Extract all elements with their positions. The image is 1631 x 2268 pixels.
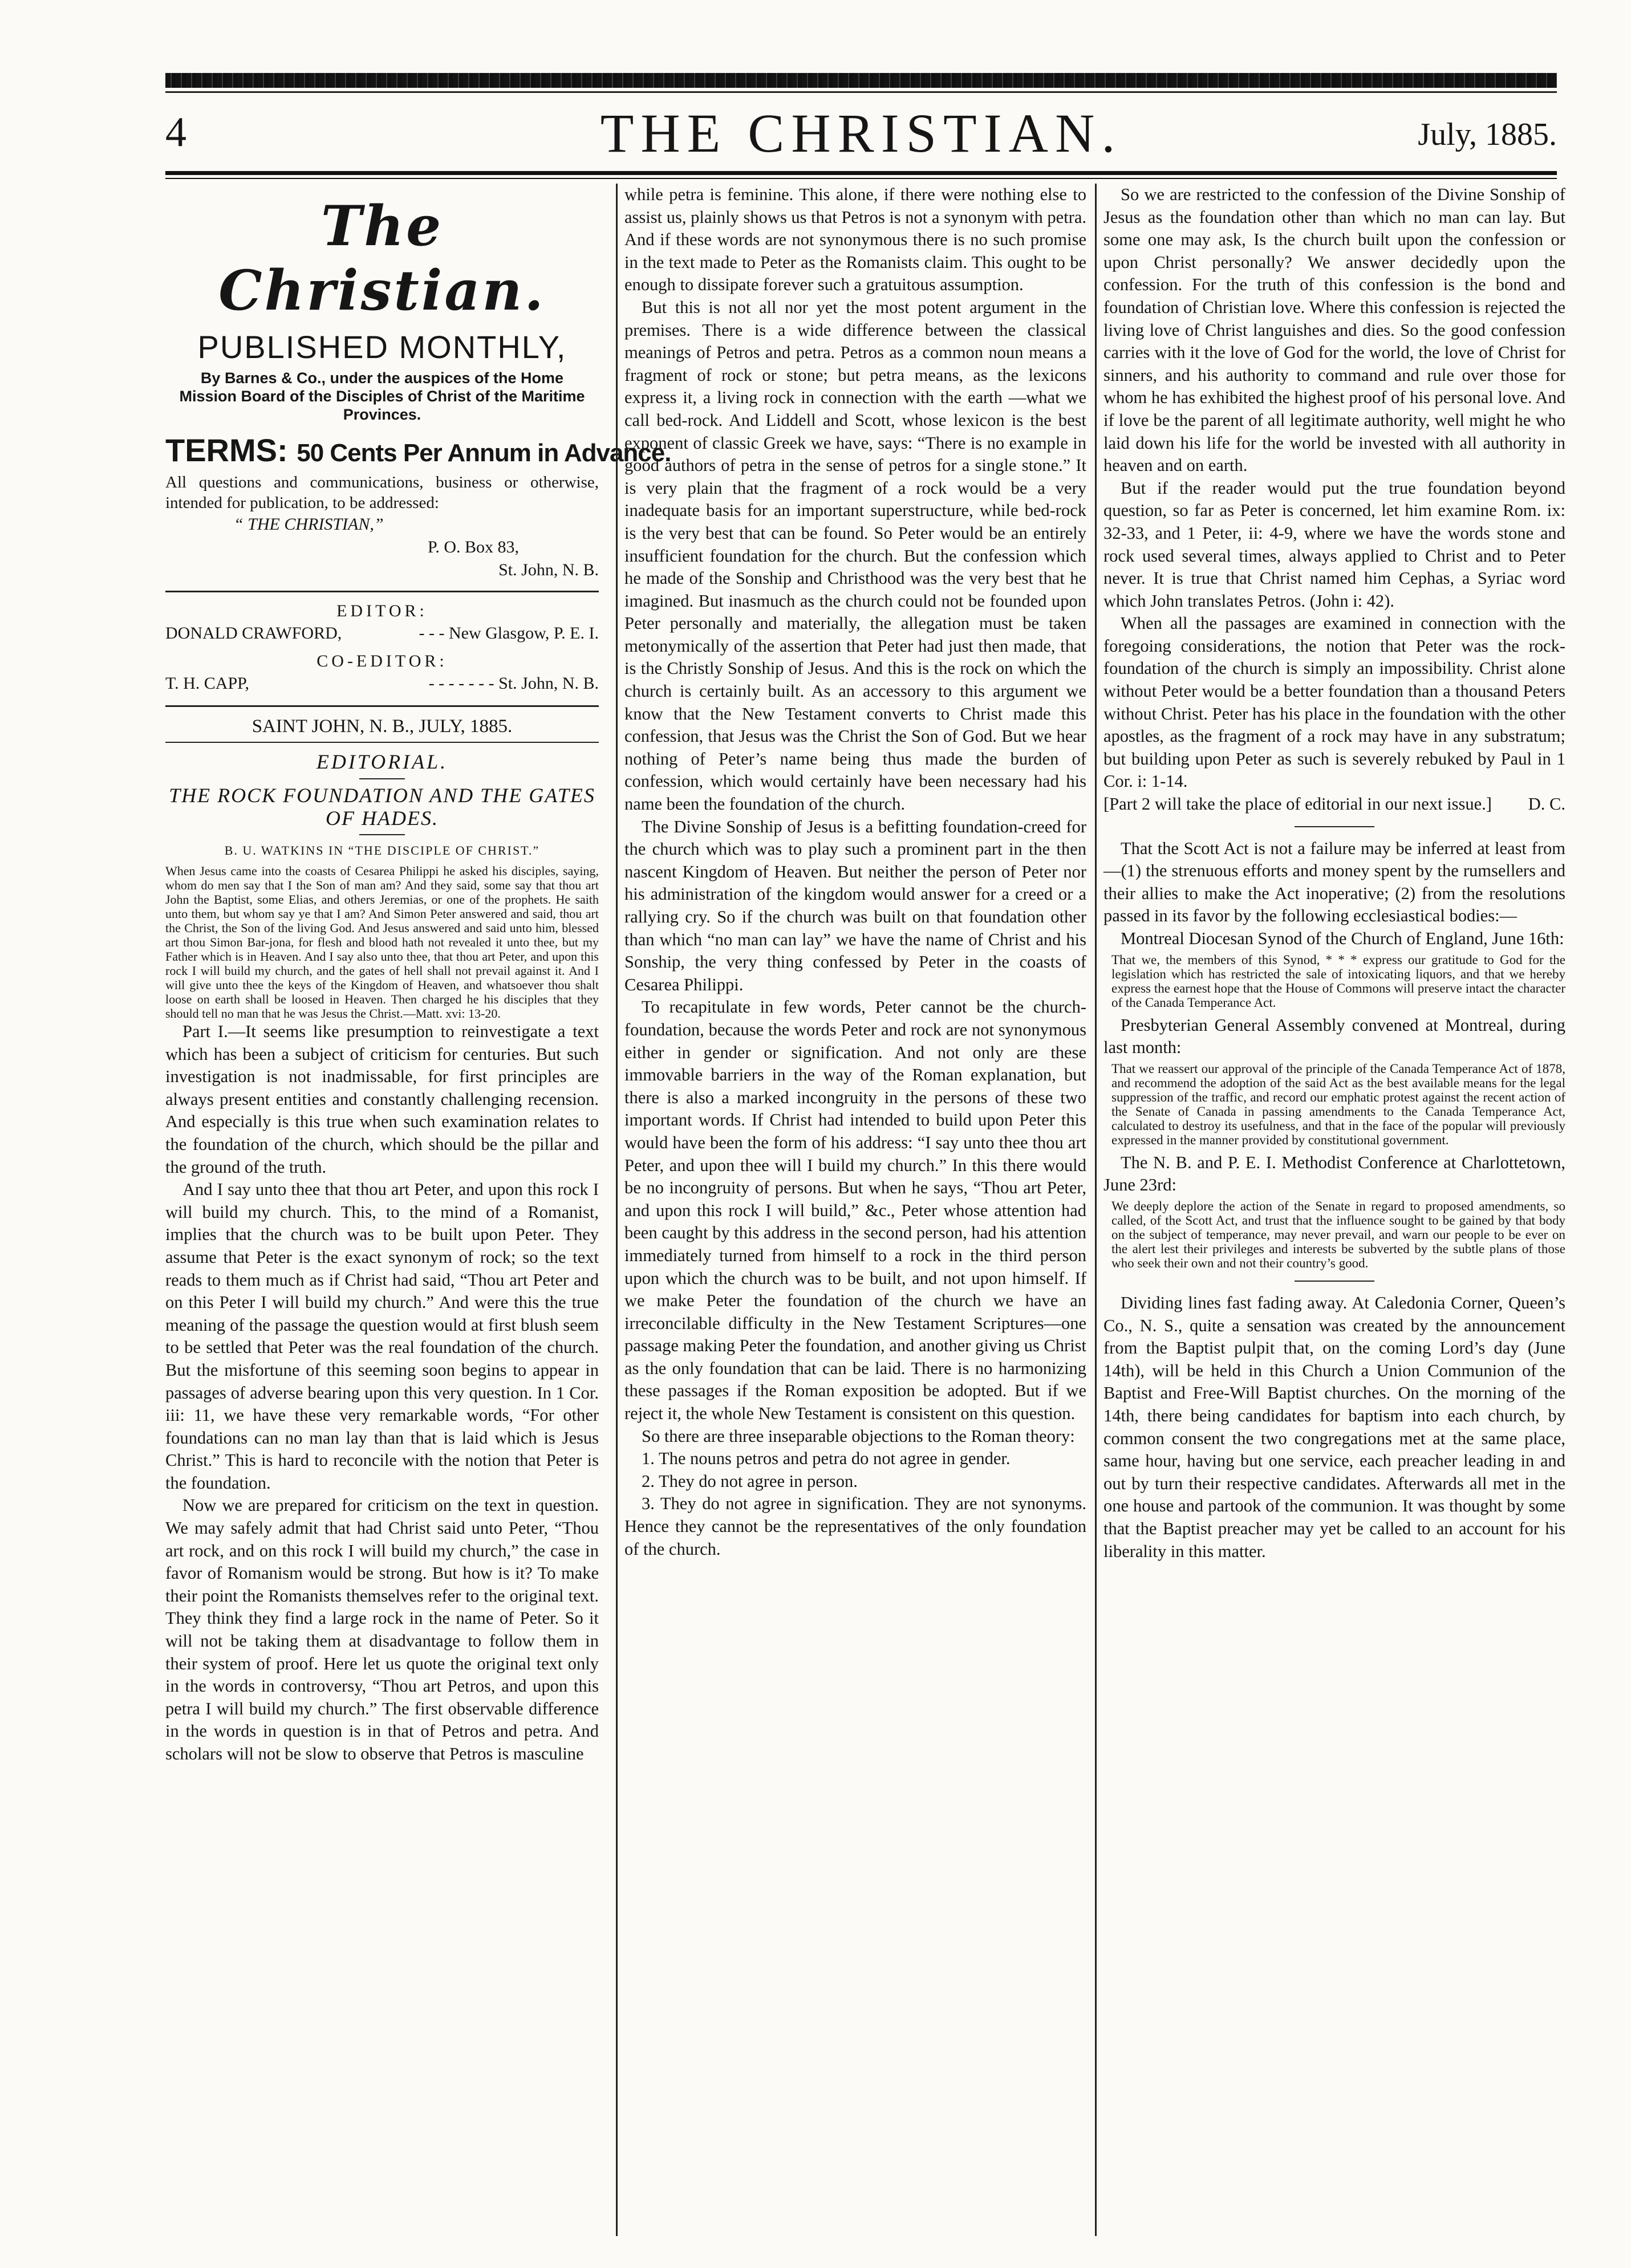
address-intro: All questions and communications, business or otherwise, intended for publication, to be addressed:: [165, 473, 599, 512]
divider: [165, 742, 599, 743]
coeditor-place: - - - - - - - St. John, N. B.: [428, 674, 599, 693]
article-attribution: B. U. WATKINS IN “THE DISCIPLE OF CHRIST.”: [224, 843, 540, 857]
editor-name: DONALD CRAWFORD,: [165, 624, 342, 643]
column-2: [616, 184, 1086, 2236]
divider: [1295, 1281, 1374, 1282]
coeditor-row: [165, 671, 599, 696]
page-header: [165, 97, 1557, 171]
scripture-quote: When Jesus came into the coasts of Cesarea Philippi he asked his disciples, saying, whom do men say that I the Son of man am? And they said, some say that thou art John the Baptist, some Elias, and others Jeremias, or one of the prophets. He saith unto them, but whom say ye that I am? And Simon Peter answered and said, thou art the Christ, the Son of the living God. And Jesus answered and said unto him, blessed art thou Simon Bar-jona, for flesh and blood hath not revealed it unto thee, but my Father which is in Heaven. And I say also unto thee, that thou art Peter, and upon this rock I will build my church, and the gates of hell shall not prevail against it. And I will give unto thee the keys of the Kingdom of Heaven, and whatsoever thou shalt loose on earth shall be loosed in Heaven. Then charged he his disciples that they should tell no man that he was Jesus the Christ.—Matt. xvi: 13-20.: [165, 864, 599, 1021]
article-title: THE ROCK FOUNDATION AND THE GATES OF HADES.: [169, 784, 595, 830]
objection-item: 1. The nouns petros and petra do not agree in gender.: [642, 1449, 1011, 1469]
article-paragraph: When all the passages are examined in connection with the foregoing considerations, the notion that Peter was the rock-foundation of the church is simply an impossibility. Christ alone without Peter would be a better foundation than a thousand Peters without Christ. Peter has his place in the foundation with the other apostles, as the fragment of a rock may have in any substratum; but building upon Peter as such is severely rebuked by Paul in 1 Cor. i: 1-14.: [1103, 613, 1565, 791]
objection-item: 3. They do not agree in signification. They are not synonyms. Hence they cannot be the representatives of the only foundation of the church.: [624, 1494, 1086, 1559]
published-monthly: PUBLISHED MONTHLY,: [197, 329, 567, 365]
editor-note-signature: D. C.: [1528, 794, 1565, 814]
article-paragraph: And I say unto thee that thou art Peter, and upon this rock I will build my church. This, to the mind of a Romanist, implies that the church was to be built upon Peter. They assume that Peter is the exact synonym of rock; so the text reads to them much as if Christ had said, “Thou art Peter and on this Peter I will build my church.” And were this the true meaning of the passage the question would at first blush seem to be settled that Peter was the real foundation of the church. But the misfortune of this seeming soon begins to appear in passages of adverse bearing upon this very question. In 1 Cor. iii: 11, we have these very remarkable words, “For other foundations can no man lay than that is laid which is Jesus Christ.” This is hard to reconcile with the notion that Peter is the foundation.: [165, 1180, 599, 1493]
editor-place: - - - New Glasgow, P. E. I.: [419, 624, 599, 643]
subscription-terms: [165, 432, 671, 469]
resolution-quote: We deeply deplore the action of the Senate in regard to proposed amendments, so called, of the Scott Act, and trust that the influence sought to be gained by that body on the subject of temperance, may never prevail, and warn our people to be ever on the alert lest their privileges and interests be subverted by the subtle plans of those who seek their own and not their country’s good.: [1111, 1198, 1565, 1270]
gothic-nameplate: The Christian.: [218, 194, 546, 323]
article-paragraph: The N. B. and P. E. I. Methodist Conference at Charlottetown, June 23rd:: [1103, 1152, 1565, 1195]
terms-label: TERMS:: [165, 432, 288, 468]
editor-note-text: [Part 2 will take the place of editorial in our next issue.]: [1103, 794, 1492, 814]
header-rule: [165, 171, 1557, 175]
article-paragraph: Presbyterian General Assembly convened at Montreal, during last month:: [1103, 1015, 1565, 1058]
article-paragraph: But if the reader would put the true foundation beyond question, so far as Peter is concerned, let him examine Rom. ix: 32-33, and 1 Peter, ii: 4-9, where we have the words stone and rock used several times, always applied to Christ and to Peter never. It is true that Christ named him Cephas, a Syriac word which John translates Petros. (John i: 42).: [1103, 478, 1565, 611]
article-paragraph: So we are restricted to the confession of the Divine Sonship of Jesus as the foundation other than which no man can lay. But some one may ask, Is the church built upon the confession or upon Christ personally? We answer decidedly upon the confession. For the truth of this confession is the bond and foundation of Christian love. Where this confession is rejected the living love of Christ languishes and dies. So the good confession carries with it the love of God for the world, the love of Christ for sinners, and his authority to command and rule over those for whom he has exhibited the highest proof of his personal love. And if love be the parent of all legitimate authority, well might he who laid down his life for the world be invested with all authority in heaven and on earth.: [1103, 185, 1565, 475]
resolution-quote: That we, the members of this Synod, * * * express our gratitude to God for the legislation which has restricted the sale of intoxicating liquors, and that we hereby express the earnest hope that the House of Commons will preserve intact the character of the Canada Temperance Act.: [1111, 952, 1565, 1010]
mailing-address: [165, 513, 599, 582]
article-paragraph: Part I.—It seems like presumption to reinvestigate a text which has been a subject of criticism for centuries. But such investigation is not inadmissable, for first principles are always present entities and constantly challenging recension. And especially is this true when such examination relates to the foundation of the church, which should be the pillar and the ground of the truth.: [165, 1022, 599, 1177]
editor-label: EDITOR:: [336, 601, 428, 620]
address-name: “ THE CHRISTIAN,”: [234, 515, 384, 534]
short-rule: [359, 778, 405, 779]
article-paragraph: The Divine Sonship of Jesus is a befitting foundation-creed for the church which was to play such a prominent part in the then nascent Kingdom of Heaven. But neither the person of Peter nor his administration of the kingdom would answer for a creed or a rallying cry. So if the church was built on that foundation other than which “no man can lay” we have the name of Christ and his Sonship, the very thing confessed by Peter in the coasts of Cesarea Philippi.: [624, 816, 1086, 994]
publisher-line: By Barnes & Co., under the auspices of the Home Mission Board of the Disciples of Christ of the Maritime Provinces.: [179, 369, 585, 423]
dividing-lines-paragraph: Dividing lines fast fading away. At Caledonia Corner, Queen’s Co., N. S., quite a sensation was created by the announcement from the Baptist pulpit that, on the coming Lord’s day (June 14th), will be held in this Church a Union Communion of the Baptist and Free-Will Baptist churches. On the morning of the 14th, there being candidates for baptism into each church, by common consent the two congregations met at the same place, same hour, having but one service, each preacher leading in and out by turn their respective candidates. Afterwards all met in the one house and partook of the communion. It was thought by some that the Baptist preacher may yet be called to an account for his liberality in this matter.: [1103, 1292, 1565, 1561]
divider: [1295, 826, 1374, 827]
divider: [165, 591, 599, 592]
header-rule-thin: [165, 178, 1557, 179]
coeditor-label: CO-EDITOR:: [317, 652, 448, 670]
article-paragraph: Now we are prepared for criticism on the text in question. We may safely admit that had Christ said unto Peter, “Thou art rock, and on this rock I will build my church,” the case in favor of Romanism would be strong. But how is it? To make their point the Romanists themselves refer to the original text. They think they find a large rock in the name of Peter. So it will not be taking them at disadvantage to follow them in their system of proof. Here let us quote the original text only in the words in controversy, “Thou art Petros, and upon this petra I will build my church.” The first observable difference in the words in question is in that of Petros and petra. And scholars will not be slow to observe that Petros is masculine: [165, 1495, 599, 1763]
column-3: [1095, 184, 1565, 2236]
short-rule: [359, 834, 405, 835]
article-paragraph: But this is not all nor yet the most potent argument in the premises. There is a wide difference between the classical meanings of Petros and petra. Petros as a common noun means a fragment of rock or stone; but petra means, as the lexicons express it, a living rock in connection with the earth —what we call bed-rock. And Liddell and Scott, whose lexicon is the best exponent of classic Greek we have, says: “There is no example in good authors of petra in the sense of petros for a single stone.” It is very plain that the fragment of a rock would be a very inadequate basis for an important superstructure, while bed-rock is the very best that can be found. So Peter would be an entirely insufficient foundation for the church. But the confession which he made of the Sonship and Christhood was the very best that he imagined. But inasmuch as the church could not be founded upon Peter personally and materially, the allegation must be taken metonymically of the assertion that Peter had just then made, that is the Christly Sonship of Jesus. And this is the rock on which the church is certainly built. As an accessory to this argument we know that the New Testament converts to Christ made this confession, that Jesus was the Christ the Son of God. But we hear nothing of Peter’s name being thus made the burden of confession, which would certainly have been necessary had his name been the foundation of the church.: [624, 297, 1086, 814]
decorative-top-border: [165, 73, 1557, 88]
coeditor-name: T. H. CAPP,: [165, 674, 249, 693]
divider: [165, 705, 599, 707]
top-thin-rule: [165, 91, 1557, 93]
section-heading: EDITORIAL.: [316, 750, 448, 773]
article-paragraph: Montreal Diocesan Synod of the Church of England, June 16th:: [1121, 929, 1564, 948]
page-number: 4: [165, 109, 186, 156]
terms-price: 50 Cents Per Annum in Advance.: [297, 439, 671, 467]
address-city: St. John, N. B.: [498, 560, 599, 579]
column-1: [165, 184, 671, 1766]
article-paragraph: So there are three inseparable objections to the Roman theory:: [642, 1426, 1075, 1446]
article-paragraph: while petra is feminine. This alone, if there were nothing else to assist us, plainly shows us that Petros is not a synonym with petra. And if these words are not synonymous there is no such promise in the text made to Peter as the Romanists claim. This ought to be enough to dissipate forever such a gratuitous assumption.: [624, 185, 1086, 295]
objection-item: 2. They do not agree in person.: [642, 1471, 858, 1491]
editor-row: [165, 621, 599, 646]
address-box: P. O. Box 83,: [427, 538, 519, 556]
scott-act-paragraph: That the Scott Act is not a failure may be inferred at least from—(1) the strenuous efforts and money spent by the rumsellers and their allies to make the Act inoperative; (2) from the resolutions passed in its favor by the following ecclesiastical bodies:—: [1103, 838, 1565, 926]
masthead-title: THE CHRISTIAN.: [600, 103, 1122, 164]
editor-note: [1103, 793, 1565, 816]
resolution-quote: That we reassert our approval of the principle of the Canada Temperance Act of 1878, and recommend the adoption of the said Act as the best available means for the legal suppression of the traffic, and record our emphatic protest against the recent action of the Senate of Canada in passing amendments to the Canada Temperance Act, calculated to destroy its usefulness, and that in the face of the popular will previously expressed in the manner provided by constitutional government.: [1111, 1061, 1565, 1147]
article-paragraph: To recapitulate in few words, Peter cannot be the church-foundation, because the words Peter and rock are not synonymous either in gender or signification. And not only are these immovable barriers in the way of the Roman explanation, but there is also a marked incongruity in the persons of these two important words. If Christ had intended to build upon Peter this would have been the form of his address: “I say unto thee thou art Peter, and upon thee will I build my church.” In this there would be no incongruity of persons. But when he says, “Thou art Peter, and upon this rock I will build,” &c., Peter whose attention had been caught by this address in the second person, had his attention immediately turned from himself to a rock in the third person upon which the church was to be built, and not upon himself. If we make Peter the foundation of the church we have an irreconcilable difficulty in the New Testament Scriptures—one passage making Peter the foundation, and another giving us Christ as the only foundation that can be laid. There is no harmonizing these passages if the Roman exposition be adopted. But if we reject it, the whole New Testament is consistent on this question.: [624, 997, 1086, 1424]
issue-date: July, 1885.: [1418, 117, 1557, 152]
dateline: SAINT JOHN, N. B., JULY, 1885.: [251, 716, 513, 737]
